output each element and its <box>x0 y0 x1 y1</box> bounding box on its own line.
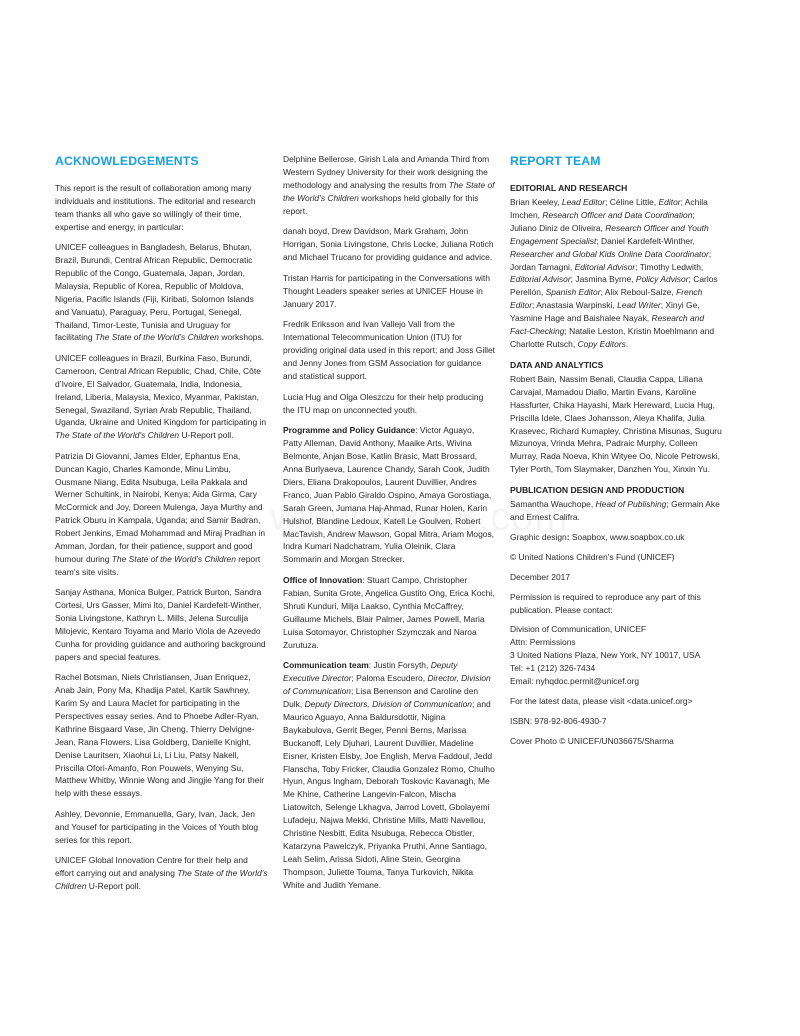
text-run: ; Jasmina Byrne, <box>570 274 636 285</box>
acknowledgements-continued-column <box>283 153 495 899</box>
ack-paragraph: Ashley, Devonnie, Emmanuella, Gary, Ivan, Jack, Jen and Yousef for participating in the Voices of Youth blog series for this report. <box>55 808 259 845</box>
role-title: Research Officer and Data Coordination <box>542 209 693 220</box>
role-title: Editorial Advisor <box>574 261 636 272</box>
text-run: ; Carlos Perellón, <box>510 274 718 298</box>
report-title: The State of the World’s Children <box>111 553 236 564</box>
publication-design-title: PUBLICATION DESIGN AND PRODUCTION <box>510 485 685 496</box>
contact-address <box>510 623 722 688</box>
text-run: ; Daniel Kardefelt-Winther, <box>596 235 695 246</box>
text-run: ; and Maurico Aguayo, Anna Baldursdottir, Nigina Baykabulova, Gerrit Beger, Penni Berns, Marissa Buckanoff, Lely Djuhari, Laurent Duvillier, Madeline Eisner, Kristen Elsby, Joe English, Merva Faddoul, Jedd Flanscha, Toby Fricker, Claudia Gonzalez Romo, Chulho Hyun, Angus Ingham, Deborah Toskovic Kavanagh, Me Me Khine, Catherine Langevin-Falcon, Mischa Liatowitch, Selenge Lkhagva, Jarrod Lovett, Gbolayemi Lufadeju, Najwa Mekki, Christine Mills, Matti Navellou, Christine Nesbitt, Edita Nsubuga, Rebecca Obstler, Katarzyna Pawelczyk, Priyanka Pruthi, Anne Santiago, Leah Selim, Arissa Sidoti, Aline Stein, Georgina Thompson, Juliette Touma, Tanya Turkovich, Nikita White and Judith Yemane. <box>283 699 495 890</box>
text-run: : Victor Aguayo, Patty Alleman, David Anthony, Maaike Arts, Wivina Belmonte, Anjan Bose, Katlin Brasic, Matt Brossard, Anna Burlyaeva, Laurence Chandy, Sarah Cook, Judith Diers, Eliana Drakopoulos, Laurent Duvillier, Andres Franco, Juan Pablo Giraldo Ospino, Amaya Gorostiaga, Sarah Green, Jumana Haj-Ahmad, Runar Holen, Karin Hulshof, Blandine Ledoux, Katell Le Goulven, Robert MacTavish, Andrew Mawson, Gopal Mitra, Ariam Mogos, Indra Kumari Nadchatram, Yulia Oleinik, Clara Sommarin and Morgan Strecker. <box>283 425 495 565</box>
text-run: ; Xinyi Ge, Yasmine Hage and Baishalee Nayak, <box>510 300 700 324</box>
communication-team-paragraph <box>283 659 495 891</box>
latest-data-line: For the latest data, please visit <data.unicef.org> <box>510 696 693 706</box>
text-run: ; Céline Little, <box>605 197 659 207</box>
report-team-column <box>510 153 722 755</box>
address-line: 3 United Nations Plaza, New York, NY 10017, USA <box>510 650 701 661</box>
role-title: Researcher and Global Kids Online Data Coordinator <box>510 248 709 259</box>
text-run: : Stuart Campo, Christopher Fabian, Sunita Grote, Angelica Gustito Ong, Erica Kochi, Shruti Kunduri, Milja Laakso, Cynthia McCaffrey, Guillaume Michels, Blair Palmer, James Powell, Maria Luisa Sotomayor, Christopher Szymczak and Naroa Zurutuza. <box>283 575 495 650</box>
text-run: report team’s site visits. <box>55 553 261 577</box>
data-analytics-title: DATA AND ANALYTICS <box>510 359 604 370</box>
text-run: UNICEF colleagues in Bangladesh, Belarus, Bhutan, Brazil, Burundi, Central African Republic, Democratic Republic of the Congo, Guatemala, Japan, Jordan, Malaysia, Republic of Korea, Republic of Moldova, Nigeria, Pacific Islands (Fiji, Kiribati, Solomon Islands and Vanuatu), Paraguay, Peru, Portugal, Senegal, Thailand, Timor-Leste, Tunisia and Uruguay for facilitating <box>55 242 254 343</box>
role-title: French Editor <box>510 287 703 311</box>
section-label: Communication team <box>283 660 369 671</box>
role-title: Spanish Editor <box>545 287 601 298</box>
report-title: The State of the World’s Children <box>55 867 268 891</box>
text-run: UNICEF colleagues in Brazil, Burkina Faso, Burundi, Cameroon, Central African Republic, Chad, Chile, Côte d’Ivoire, El Salvador, Guatemala, India, Indonesia, Ireland, Liberia, Malaysia, Mexico, Myanmar, Pakistan, Senegal, Swaziland, Syrian Arab Republic, Thailand, Uganda, Ukraine and United Kingdom for participating in <box>55 352 267 428</box>
section-label: Programme and Policy Guidance <box>283 425 416 436</box>
text-run: : <box>566 531 570 542</box>
text-run: . <box>625 338 629 349</box>
text-run: ; Anastasia Warpinski, <box>532 300 618 311</box>
publication-design-list <box>510 498 722 524</box>
ack-intro: This report is the result of collaboration among many individuals and institutions. The editorial and research team thanks all who gave so willingly of their time, expertise and energy, in particular: <box>55 183 256 232</box>
text-run: Samantha Wauchope, <box>510 499 596 510</box>
text-run: workshops held globally for this report. <box>283 192 479 216</box>
role-title: Lead Writer <box>617 300 661 311</box>
role-title: Editor <box>658 197 681 207</box>
text-run: Patrizia Di Giovanni, James Elder, Ephantus Ena, Duncan Kagio, Charles Kamonde, Minu Limbu, Ousmane Niang, Edita Nsubuga, Leila Pakkala and Werner Schultink, in Nairobi, Kenya; Aida Girma, Cary McCormick and Joy, Doreen Mulenga, Jaya Murthy and Patrick Oburu in Kampala, Uganda; and Samir Badran, Robert Jenkins, Emad Mohammad and Miraj Pradhan in Amman, Jordan, for their patience, support and good humour during <box>55 450 266 564</box>
role-title: Copy Editors <box>577 338 626 349</box>
text-run: Brian Keeley, <box>510 197 562 207</box>
text-run: : Justin Forsyth, <box>368 660 431 671</box>
ack-paragraph: Tristan Harris for participating in the Conversations with Thought Leaders speaker series at UNICEF House in January 2017. <box>283 272 490 309</box>
report-team-heading: REPORT TEAM <box>510 154 601 168</box>
role-title: Research and Fact-Checking <box>510 313 705 337</box>
address-line: Tel: +1 (212) 326-7434 <box>510 663 596 674</box>
role-title: Research Officer and Youth Engagement Specialist <box>510 222 709 246</box>
text-run: ; Germain Ake and Ernest Califra. <box>510 499 720 523</box>
editorial-research-title: EDITORIAL AND RESEARCH <box>510 183 628 193</box>
editorial-research-list <box>510 196 722 351</box>
text-run: workshops. <box>219 332 265 343</box>
section-label: Office of Innovation <box>283 575 363 586</box>
text-run: Delphine Bellerose, Girish Lala and Amanda Third from Western Sydney University for their work designing the methodology and analysing the results from <box>283 154 490 190</box>
ack-paragraph <box>55 352 268 442</box>
text-run: UNICEF Global Innovation Centre for their help and effort carrying out and analysing <box>55 855 248 878</box>
permission-line: Permission is required to reproduce any part of this publication. Please contact: <box>510 591 701 615</box>
text-run: ; Alix Reboul-Salze, <box>600 287 677 298</box>
ack-paragraph: Lucia Hug and Olga Oleszczu for their help producing the ITU map on unconnected youth. <box>283 391 484 415</box>
acknowledgements-heading: ACKNOWLEDGEMENTS <box>55 154 199 168</box>
ack-paragraph: danah boyd, Drew Davidson, Mark Graham, John Horrigan, Sonia Livingstone, Chris Locke, Juliana Rotich and Michael Trucano for providing guidance and advice. <box>283 226 494 263</box>
date-line: December 2017 <box>510 571 571 582</box>
copyright-line: © United Nations Children’s Fund (UNICEF) <box>510 551 675 562</box>
graphic-design-line <box>510 531 722 544</box>
data-analytics-list: Robert Bain, Nassim Benali, Claudia Cappa, Liliana Carvajal, Mamadou Diallo, Martin Evans, Karoline Hassfurter, Chika Hayashi, Mark Hereward, Lucia Hug, Priscilla Idele, Claes Johansson, Aleya Khalifa, Julia Krasevec, Richard Kumapley, Christina Misunas, Suguru Mizunoya, Vrinda Mehra, Padraic Murphy, Colleen Murray, Rada Noeva, Khin Wityee Oo, Nicole Petrowski, Tyler Porth, Tom Slaymaker, Danzhen You, Xinxin Yu. <box>510 373 722 475</box>
text-run: ; Juliano Diniz de Oliveira, <box>510 209 695 233</box>
ack-paragraph: Rachel Botsman, Niels Christiansen, Juan Enriquez, Anab Jain, Pony Ma, Khadija Patel, Kartik Sawhney, Karim Sy and Laura Maclet for participating in the Perspectives essay series. And to Phoebe Adler-Ryan, Kathrine Bisgaard Vase, Jin Cheng, Thierry Delvigne-Jean, Rana Flowers, Lisa Goldberg, Danielle Knight, Denise Lauritsen, Xiaohui Li, Li Liu, Patsy Nakell, Priscilla Ofori-Amanfo, Ron Pouwels, Wenying Su, Matthew Whitby, Winnie Wong and Jingjie Yang for their help with these essays. <box>55 672 265 799</box>
ack-paragraph <box>55 241 268 344</box>
text-run: ; Natalie Leston, Kristin Moehlmann and Charlotte Rutsch, <box>510 326 715 349</box>
role-title: Editorial Advisor <box>510 274 571 285</box>
text-run: ; Timothy Ledwith, <box>635 261 704 272</box>
ack-paragraph <box>55 450 268 579</box>
role-title: Deputy Executive Director <box>283 660 458 684</box>
cover-photo-credit: Cover Photo © UNICEF/UN036675/Sharma <box>510 735 674 746</box>
role-title: Deputy Directors, Division of Communication <box>304 699 472 710</box>
role-title: Head of Publishing <box>595 499 667 510</box>
office-innovation-paragraph <box>283 574 495 651</box>
text-run: ; Achila Imchen, <box>510 197 708 220</box>
ack-paragraph <box>283 153 495 218</box>
address-line: Division of Communication, UNICEF <box>510 624 646 635</box>
role-title: Policy Advisor <box>635 274 689 285</box>
report-title: The State of the World’s Children <box>55 430 180 441</box>
report-title: The State of the World’s Children <box>283 179 495 203</box>
text-run: ; Jordan Tamagni, <box>510 248 712 272</box>
role-title: Lead Editor <box>561 197 606 207</box>
report-title: The State of the World’s Children <box>94 332 219 343</box>
email-line: Email: nyhqdoc.permit@unicef.org <box>510 676 640 687</box>
graphic-design-value: Soapbox, www.soapbox.co.uk <box>569 531 685 542</box>
programme-policy-paragraph <box>283 424 495 566</box>
ack-paragraph: Fredrik Eriksson and Ivan Vallejo Vall from the International Telecommunication Union (ITU) for providing original data used in this report; and Joss Gillet and Jenny Jones from GSM Association for guidance and statistical support. <box>283 319 495 381</box>
acknowledgements-column <box>55 153 268 900</box>
text-run: ; Lisa Benenson and Caroline den Dulk, <box>283 686 479 710</box>
ack-paragraph: Sanjay Asthana, Monica Bulger, Patrick Burton, Sandra Cortesi, Urs Gasser, Mimi Ito, Daniel Kardefelt-Winther, Sonia Livingstone, Kathryn L. Mills, Jelena Surculija Milojevic, Kentaro Toyama and Mario Viola de Azevedo Cunha for providing guidance and authoring background papers and special features. <box>55 587 266 662</box>
text-run: Graphic design <box>510 531 567 542</box>
text-run: U-Report poll. <box>179 430 234 441</box>
role-title: Director, Division of Communication <box>283 673 491 697</box>
ack-paragraph <box>55 854 268 893</box>
isbn-line: ISBN: 978-92-806-4930-7 <box>510 715 607 726</box>
text-run: U-Report poll. <box>86 880 141 891</box>
address-line: Attn: Permissions <box>510 637 576 648</box>
text-run: ; Paloma Escudero, <box>351 673 428 684</box>
